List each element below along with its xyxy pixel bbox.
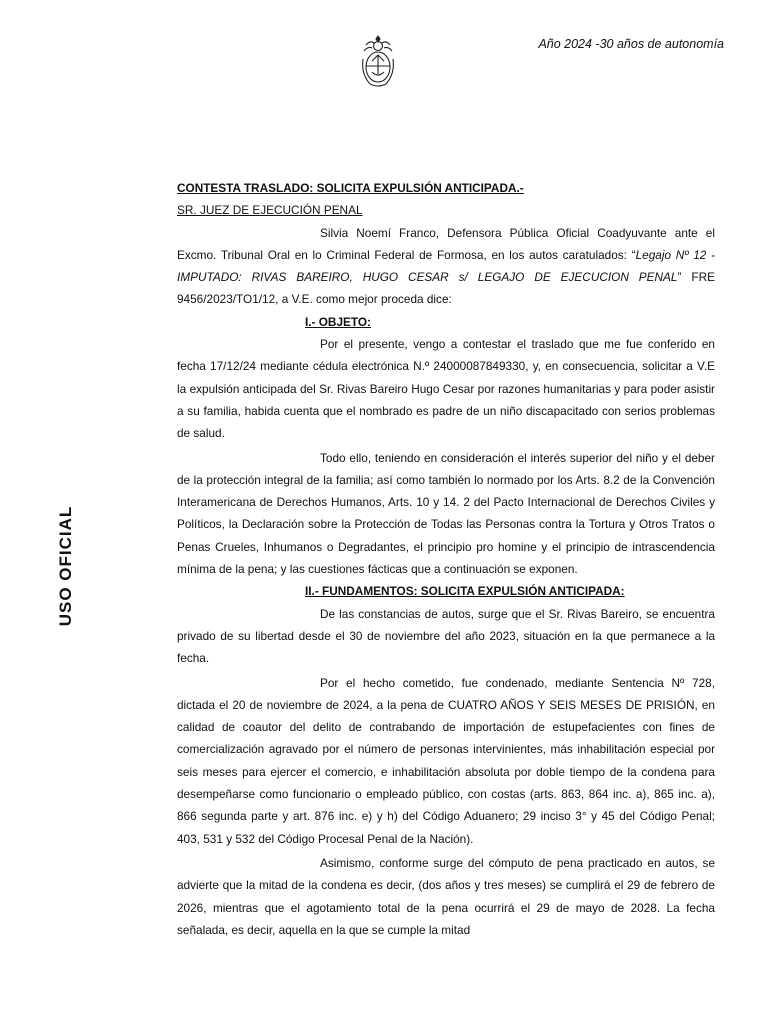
paragraph-fundamentos-1: De las constancias de autos, surge que el Sr. Rivas Bareiro, se encuentra privado de su libertad desde el 30 de noviembre del año 2023, situación en la que permanece a la fecha.: [177, 606, 715, 666]
section-heading-objeto: I.- OBJETO:: [305, 314, 371, 329]
header-motto: Año 2024 -30 años de autonomía: [538, 37, 724, 51]
official-use-stamp: USO OFICIAL: [56, 505, 75, 627]
intro-paragraph: [177, 222, 715, 311]
national-coat-of-arms-seal: [357, 34, 399, 88]
intro-text-2: ” FRE 9456/2023/TO1/12, a V.E. como mejor proceda dice:: [177, 270, 715, 307]
paragraph-fundamentos-2: Por el hecho cometido, fue condenado, mediante Sentencia Nº 728, dictada el 20 de noviembre de 2024, a la pena de CUATRO AÑOS Y SEIS MESES DE PRISIÓN, en calidad de coautor del delito de contrabando de importación de estupefacientes con fines de comercialización agravado por el número de personas intervinientes, más inhabilitación especial por seis meses para ejercer el comercio, e inhabilitación absoluta por doble tiempo de la condena para desempeñarse como funcionario o empleado público, con costas (arts. 863, 864 inc. a), 865 inc. a), 866 segunda parte y art. 876 inc. e) y h) del Código Aduanero; 29 inciso 3° y 45 del Código Penal; 403, 531 y 532 del Código Procesal Penal de la Nación).: [177, 675, 715, 846]
document-title: CONTESTA TRASLADO: SOLICITA EXPULSIÓN ANTICIPADA.-: [177, 181, 524, 195]
intro-text-1: Silvia Noemí Franco, Defensora Pública Oficial Coadyuvante ante el Excmo. Tribunal Oral en lo Criminal Federal de Formosa, en los autos caratulados: “: [177, 225, 715, 262]
document-body: [177, 177, 715, 941]
paragraph-fundamentos-3: Asimismo, conforme surge del cómputo de pena practicado en autos, se advierte que la mitad de la condena es decir, (dos años y tres meses) se cumplirá el 29 de febrero de 2026, mientras que el agotamiento total de la pena ocurrirá el 29 de mayo de 2028. La fecha señalada, es decir, aquella en la que se cumple la mitad: [177, 855, 715, 937]
case-title: Legajo Nº 12 - IMPUTADO: RIVAS BAREIRO, HUGO CESAR s/ LEGAJO DE EJECUCION PENAL: [177, 247, 716, 285]
section-heading-fundamentos: II.- FUNDAMENTOS: SOLICITA EXPULSIÓN ANTICIPADA:: [305, 584, 625, 599]
paragraph-objeto-2: Todo ello, teniendo en consideración el interés superior del niño y el deber de la protección integral de la familia; así como también lo normado por los Arts. 8.2 de la Convención Interamericana de Derechos Humanos, Arts. 10 y 14. 2 del Pacto Internacional de Derechos Civiles y Políticos, la Declaración sobre la Protección de Todas las Personas contra la Tortura y Otros Tratos o Penas Crueles, Inhumanos o Degradantes, el principio pro homine y el principio de intrascendencia mínima de la pena; y las cuestiones fácticas que a continuación se exponen.: [177, 450, 715, 577]
addressee: SR. JUEZ DE EJECUCIÓN PENAL: [177, 203, 363, 218]
paragraph-objeto-1: Por el presente, vengo a contestar el traslado que me fue conferido en fecha 17/12/24 mediante cédula electrónica N.º 24000087849330, y, en consecuencia, solicitar a V.E la expulsión anticipada del Sr. Rivas Bareiro Hugo Cesar por razones humanitarias y para poder asistir a su familia, habida cuenta que el nombrado es padre de un niño discapacitado con serios problemas de salud.: [177, 337, 715, 441]
